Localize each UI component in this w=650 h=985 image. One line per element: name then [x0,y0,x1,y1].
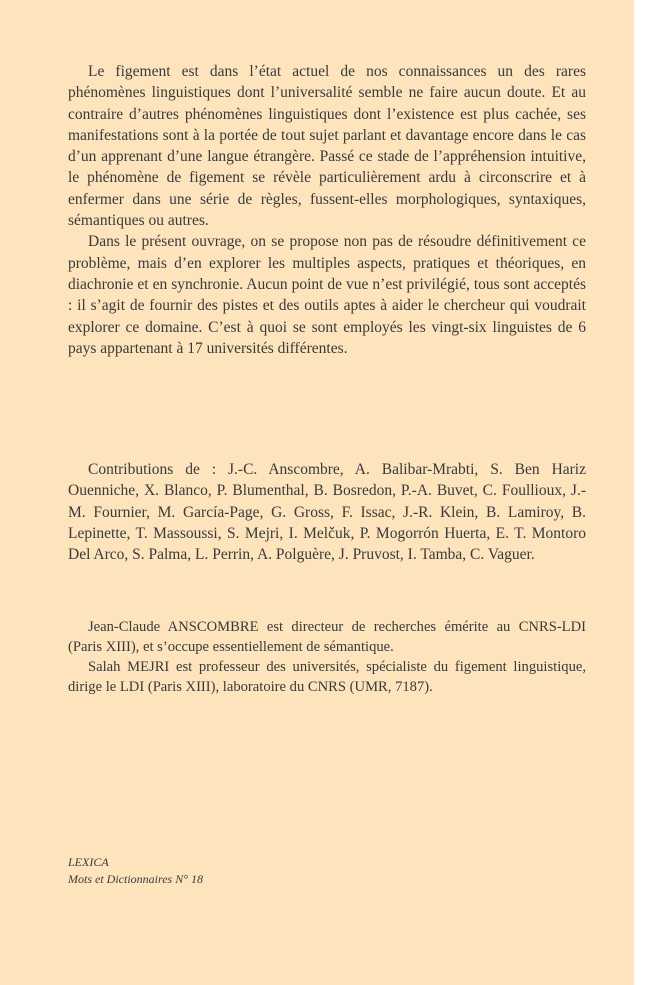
summary-text [68,61,586,359]
series-info [68,854,203,888]
contributors-list [68,459,586,565]
summary-paragraph-1: Le figement est dans l’état actuel de nos connaissances un des rares phénomènes linguistiques dont l’universalité semble ne faire aucun doute. Et au contraire d’autres phénomènes linguistiques dont l’existence est plus cachée, ses manifestations sont à la portée de tout sujet parlant et davantage encore dans le cas d’un apprenant d’une langue étrangère. Passé ce stade de l’appréhension intuitive, le phénomène de figement se révèle particulièrement ardu à circonscrire et à enfermer dans une série de règles, fussent-elles morphologiques, syntaxiques, sémantiques ou autres. [68,63,586,230]
author-bios [68,617,586,697]
series-subtitle: Mots et Dictionnaires N° 18 [68,872,204,886]
author-bio-anscombre: Jean-Claude ANSCOMBRE est directeur de recherches émérite au CNRS-LDI (Paris XIII), et s’occupe essentiellement de sémantique. [68,619,586,655]
series-name: LEXICA [68,855,109,869]
summary-paragraph-2: Dans le présent ouvrage, on se propose non pas de résoudre définitivement ce problème, mais d’en explorer les multiples aspects, pratiques et théoriques, en diachronie et en synchronie. Aucun point de vue n’est privilégié, tous sont acceptés : il s’agit de fournir des pistes et des outils aptes à aider le chercheur qui voudrait explorer ce domaine. C’est à quoi se sont employés les vingt-six linguistes de 6 pays appartenant à 17 universités différentes. [68,233,586,357]
author-bio-mejri: Salah MEJRI est professeur des universités, spécialiste du figement linguistique, dirige le LDI (Paris XIII), laboratoire du CNRS (UMR, 7187). [68,659,586,695]
page-edge [634,0,650,985]
contributors-paragraph: Contributions de : J.-C. Anscombre, A. Balibar-Mrabti, S. Ben Hariz Ouenniche, X. Blanco, P. Blumenthal, B. Bosredon, P.-A. Buvet, C. Foullioux, J.-M. Fournier, M. García-Page, G. Gross, F. Issac, J.-R. Klein, B. Lamiroy, B. Lepinette, T. Massoussi, S. Mejri, I. Melčuk, P. Mogorrón Huerta, E. T. Montoro Del Arco, S. Palma, L. Perrin, A. Polguère, J. Pruvost, I. Tamba, C. Vaguer. [68,461,586,564]
